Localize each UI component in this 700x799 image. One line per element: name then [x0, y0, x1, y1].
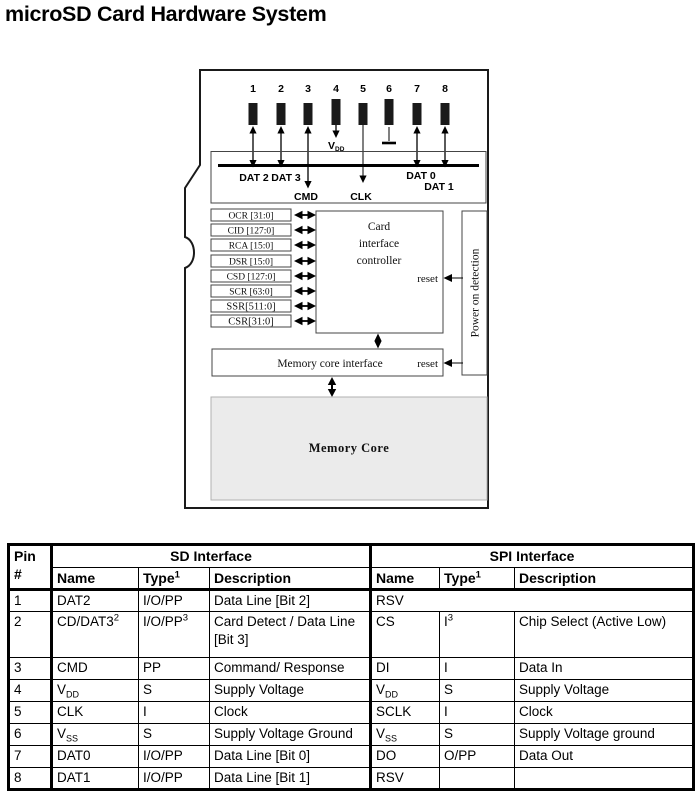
table-row — [9, 612, 694, 658]
sd-desc-cell: Supply Voltage — [210, 680, 371, 702]
pin-contact — [249, 103, 258, 125]
pin-contact — [385, 99, 394, 125]
page-title: microSD Card Hardware System — [5, 2, 327, 26]
sd-type-cell: I/O/PP — [139, 590, 210, 612]
pin-contact — [441, 103, 450, 125]
pin-contact — [359, 103, 368, 125]
spi-name-cell: SCLK — [371, 702, 440, 724]
table-row — [9, 680, 694, 702]
bus-label-dat1: DAT 1 — [424, 181, 454, 193]
register-label: SCR [63:0] — [229, 287, 273, 298]
spi-name-cell: CS — [371, 612, 440, 658]
spi-name-cell: DO — [371, 746, 440, 768]
sd-name-cell: CMD — [52, 658, 139, 680]
bus-label-dat2: DAT 2 — [239, 172, 269, 184]
spi-name-cell: $V_{SS}$ — [371, 724, 440, 746]
pin-number-cell: 3 — [9, 658, 52, 680]
sd-type-cell: S — [139, 680, 210, 702]
sd-interface-header: SD Interface — [52, 545, 371, 568]
pin-contact — [413, 103, 422, 125]
reset-label-mci: reset — [417, 358, 438, 370]
register-label: CSR[31:0] — [228, 316, 274, 328]
controller-label-line2: interface — [358, 238, 400, 250]
sd-desc-cell: Clock — [210, 702, 371, 724]
pin-number: 2 — [278, 83, 284, 95]
pin-number-cell: 2 — [9, 612, 52, 658]
sd-name-cell: $CD/DAT3^2$ — [52, 612, 139, 658]
table-row — [9, 702, 694, 724]
table-row — [9, 746, 694, 768]
pin-contact — [332, 99, 341, 125]
sd-name-cell: CLK — [52, 702, 139, 724]
sd-type-cell: I/O/PP — [139, 746, 210, 768]
spi-type-cell: S — [440, 724, 515, 746]
pin-table — [7, 543, 695, 791]
sd-name-cell: $V_{DD}$ — [52, 680, 139, 702]
pin-number: 4 — [333, 83, 339, 95]
table-row — [9, 590, 694, 612]
pin-number: 1 — [250, 83, 256, 95]
spi-desc-cell: Supply Voltage ground — [515, 724, 694, 746]
sd-type-cell: PP — [139, 658, 210, 680]
spi-name-cell: DI — [371, 658, 440, 680]
bus-label-vdd: VDD — [328, 140, 345, 153]
sd-type-cell: $I/O/PP^3$ — [139, 612, 210, 658]
sd-type-cell: S — [139, 724, 210, 746]
sd-name-cell: $V_{SS}$ — [52, 724, 139, 746]
spi-desc-cell: Data In — [515, 658, 694, 680]
sd-subheader: Name — [52, 568, 139, 590]
power-on-detection-label: Power on detection — [469, 248, 482, 338]
sd-desc-cell: Data Line [Bit 0] — [210, 746, 371, 768]
sd-desc-cell: Command/ Response — [210, 658, 371, 680]
table-row — [9, 658, 694, 680]
sd-subheader: Description — [210, 568, 371, 590]
spi-subheader: Name — [371, 568, 440, 590]
spi-subheader: Description — [515, 568, 694, 590]
table-row — [9, 724, 694, 746]
pin-number-cell: 5 — [9, 702, 52, 724]
sd-desc-cell: Supply Voltage Ground — [210, 724, 371, 746]
spi-type-cell — [440, 768, 515, 790]
register-label: CSD [127:0] — [226, 272, 276, 283]
sd-type-cell: I/O/PP — [139, 768, 210, 790]
reset-label-controller: reset — [417, 273, 438, 285]
bus-label-clk: CLK — [350, 191, 372, 203]
table-row — [9, 768, 694, 790]
pin-number-cell: 8 — [9, 768, 52, 790]
spi-type-cell: S — [440, 680, 515, 702]
pin-number: 8 — [442, 83, 448, 95]
bus-label-dat0: DAT 0 — [406, 170, 436, 182]
spi-type-cell: I — [440, 702, 515, 724]
pin-number: 5 — [360, 83, 366, 95]
controller-label-line1: Card — [367, 221, 391, 233]
sd-name-cell: DAT2 — [52, 590, 139, 612]
spi-rsv-cell: RSV — [371, 590, 694, 612]
sd-name-cell: DAT0 — [52, 746, 139, 768]
spi-desc-cell: Data Out — [515, 746, 694, 768]
spi-name-cell: RSV — [371, 768, 440, 790]
sd-desc-cell: Data Line [Bit 1] — [210, 768, 371, 790]
bus-label-dat3: DAT 3 — [271, 172, 301, 184]
pin-number-cell: 7 — [9, 746, 52, 768]
spi-type-cell: $I^3$ — [440, 612, 515, 658]
spi-name-cell: $V_{DD}$ — [371, 680, 440, 702]
memory-core-interface-label: Memory core interface — [277, 358, 383, 370]
spi-desc-cell: Chip Select (Active Low) — [515, 612, 694, 658]
pin-number: 3 — [305, 83, 311, 95]
register-label: SSR[511:0] — [226, 301, 276, 313]
register-label: CID [127:0] — [227, 226, 275, 237]
controller-label-line3: controller — [356, 255, 402, 267]
register-label: OCR [31:0] — [228, 211, 274, 222]
pin-contact — [304, 103, 313, 125]
memory-core-label: Memory Core — [308, 441, 390, 455]
pin-number: 6 — [386, 83, 392, 95]
sd-name-cell: DAT1 — [52, 768, 139, 790]
sd-type-cell: I — [139, 702, 210, 724]
spi-subheader: Type$^1$ — [440, 568, 515, 590]
sd-desc-cell: Card Detect / Data Line [Bit 3] — [210, 612, 371, 658]
register-label: RCA [15:0] — [228, 241, 274, 252]
pin-col-header: Pin # — [9, 545, 52, 590]
pin-number-cell: 4 — [9, 680, 52, 702]
spi-desc-cell: Supply Voltage — [515, 680, 694, 702]
sd-subheader: Type$^1$ — [139, 568, 210, 590]
pin-contact — [277, 103, 286, 125]
register-label: DSR [15:0] — [228, 257, 274, 268]
spi-desc-cell: Clock — [515, 702, 694, 724]
spi-interface-header: SPI Interface — [371, 545, 694, 568]
sd-desc-cell: Data Line [Bit 2] — [210, 590, 371, 612]
spi-type-cell: I — [440, 658, 515, 680]
pin-number-cell: 1 — [9, 590, 52, 612]
spi-type-cell: O/PP — [440, 746, 515, 768]
spi-desc-cell — [515, 768, 694, 790]
pin-number-cell: 6 — [9, 724, 52, 746]
bus-label-cmd: CMD — [294, 191, 318, 203]
pin-number: 7 — [414, 83, 420, 95]
